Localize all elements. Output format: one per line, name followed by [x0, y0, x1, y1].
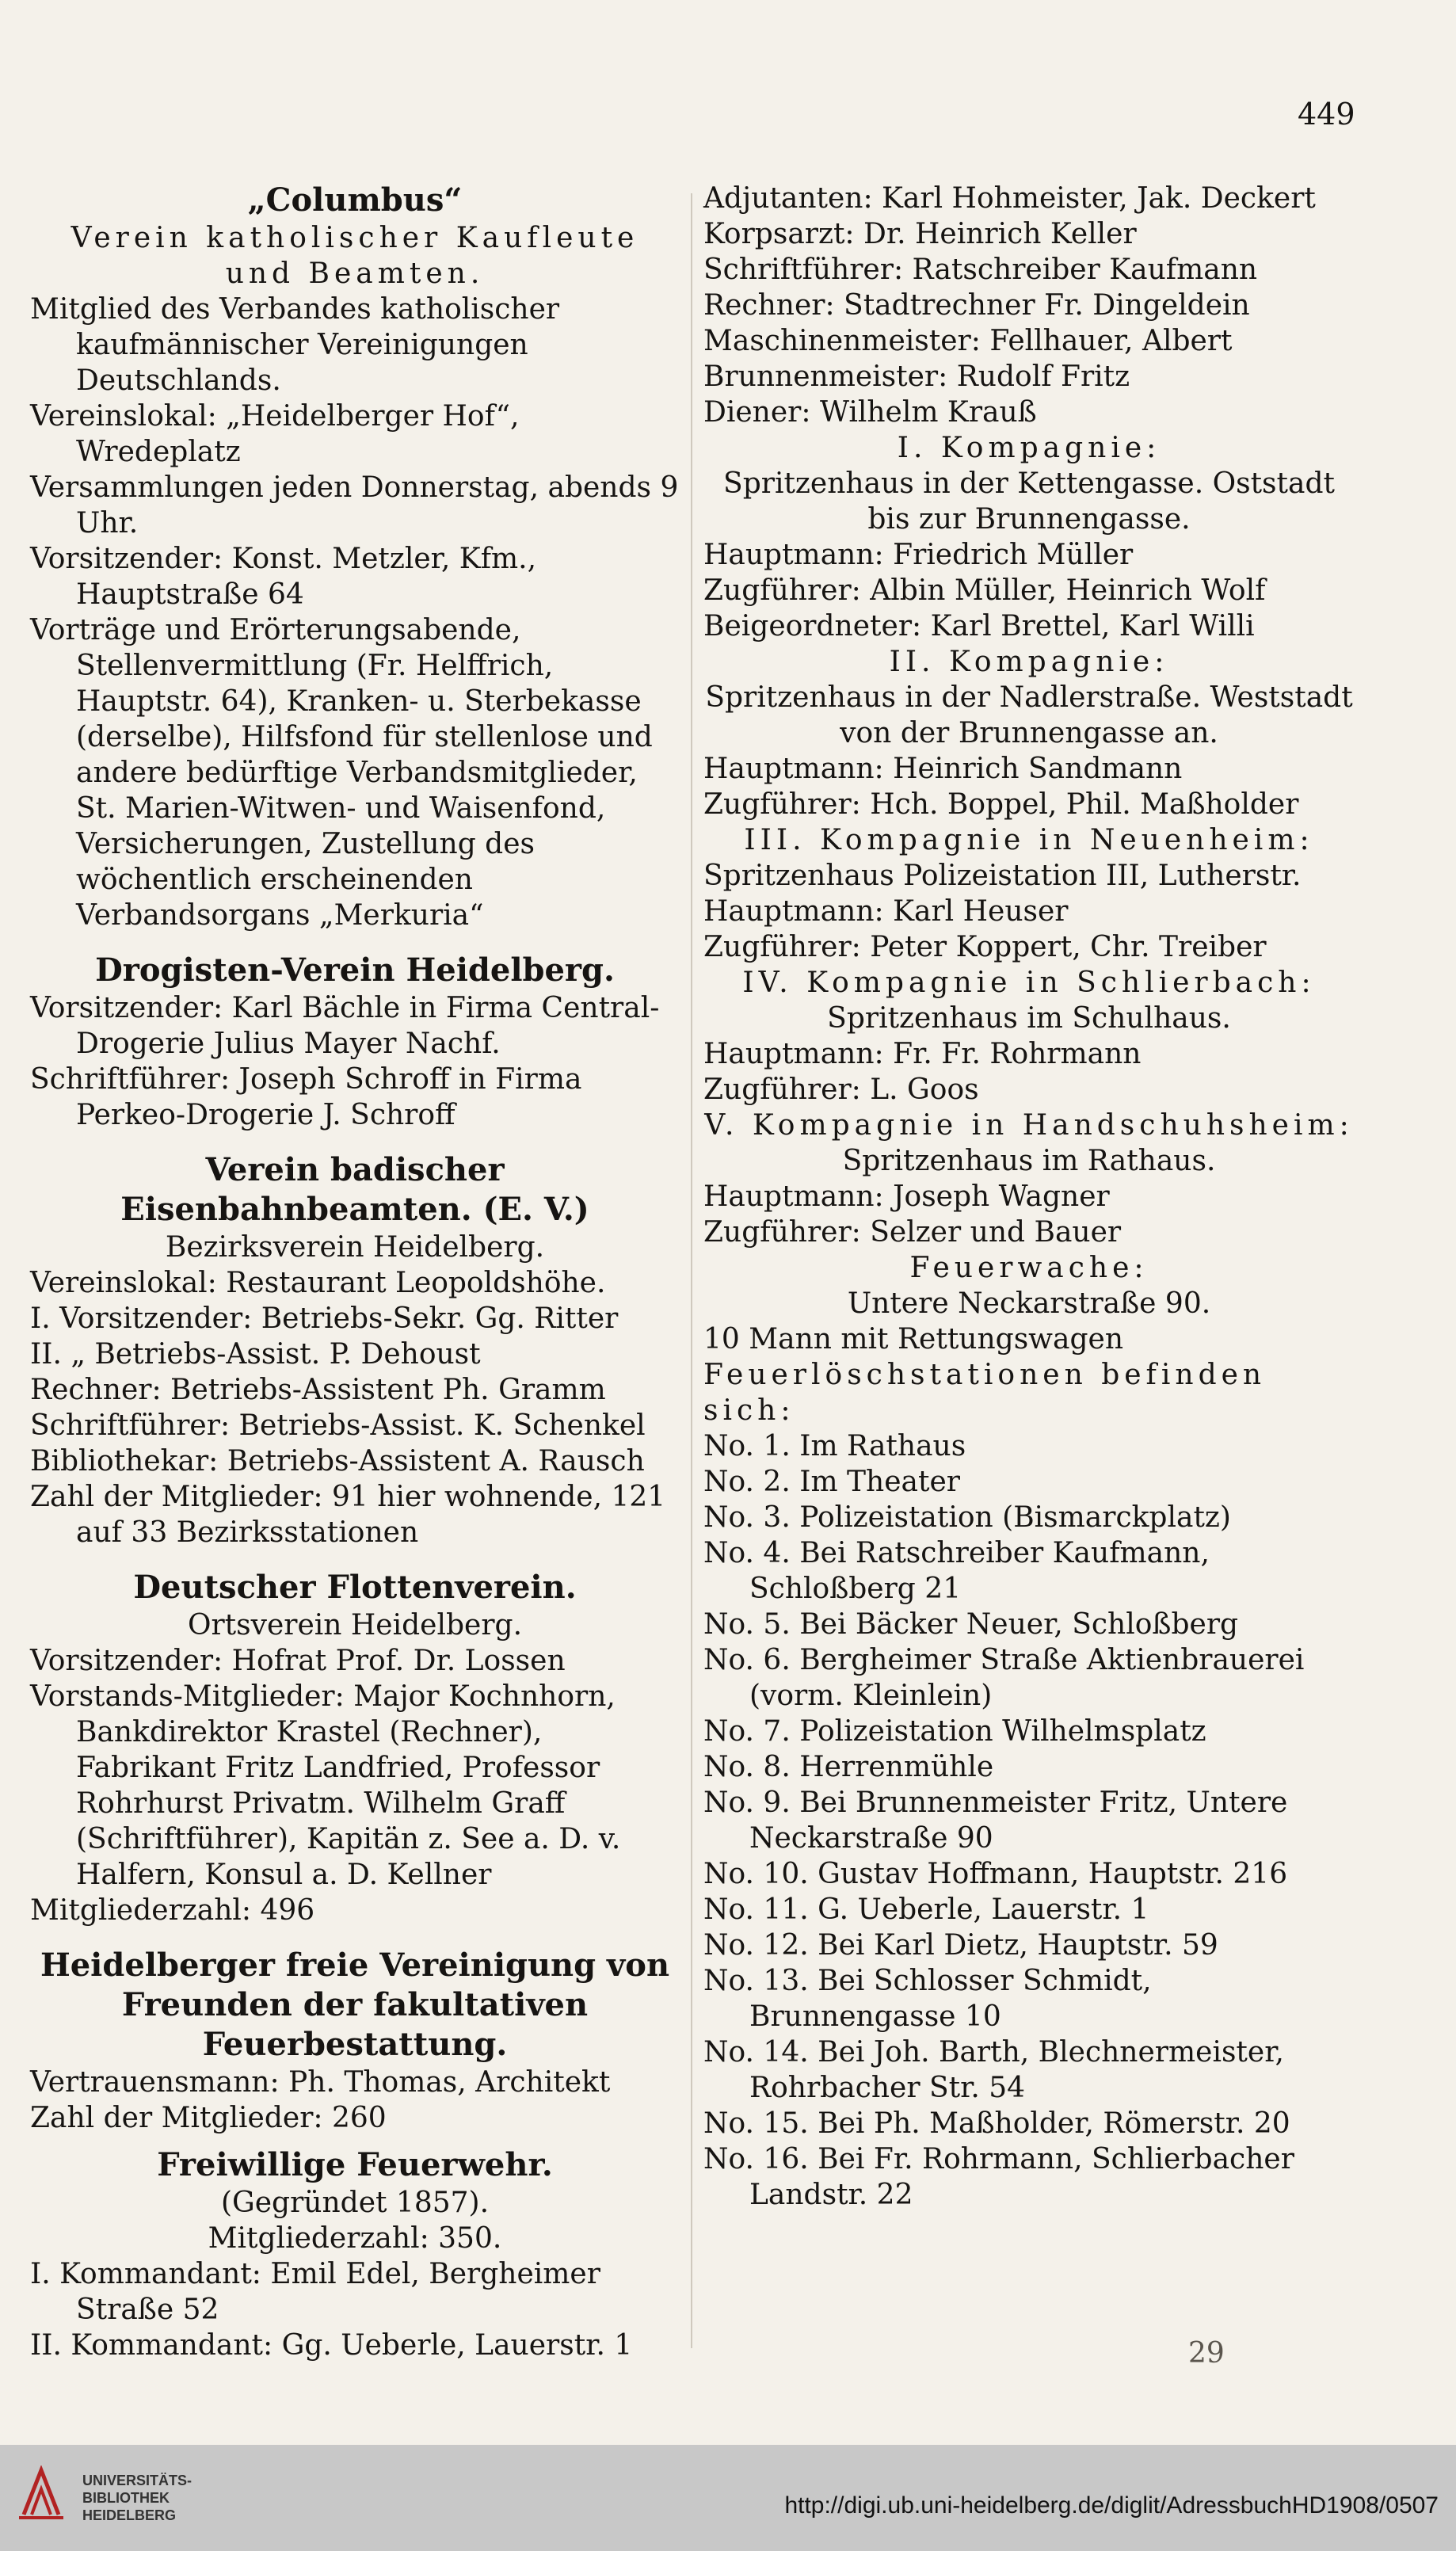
section-title: Drogisten-Verein Heidelberg.	[95, 951, 615, 989]
spacer	[30, 933, 680, 951]
text-line: No. 5. Bei Bäcker Neuer, Schloßberg	[703, 1608, 1239, 1641]
text-line: Bibliothekar: Betriebs-Assistent A. Rausch	[30, 1445, 645, 1478]
text-line: No. 14. Bei Joh. Barth, Blechnermeister, Rohrbacher Str. 54	[703, 2036, 1284, 2104]
text-line: Untere Neckarstraße 90.	[847, 1287, 1211, 1320]
university-logo-icon	[17, 2465, 65, 2521]
text-line: IV. Kompagnie in Schlierbach:	[742, 967, 1316, 999]
text-line: Schriftführer: Betriebs-Assist. K. Schenkel	[30, 1409, 646, 1442]
text-line: No. 12. Bei Karl Dietz, Hauptstr. 59	[703, 1929, 1218, 1962]
text-line: III. Kompagnie in Neuenheim:	[744, 824, 1314, 856]
text-line: Hauptmann: Fr. Fr. Rohrmann	[703, 1038, 1142, 1070]
logo-line: UNIVERSITÄTS-	[82, 2473, 192, 2488]
text-line: Vorträge und Erörterungsabende, Stellenvermittlung (Fr. Helffrich, Hauptstr. 64), Kranken- u. Sterbekasse (derselbe), Hilfsfond für stellenlose und andere bedürftige Verbandsmitglieder, St. Marien-Witwen- und Waisenfond, Versicherungen, Zustellung des wöchentlich erscheinenden Verbandsorgans „Merkuria“	[30, 614, 653, 932]
page-number: 449	[1298, 97, 1355, 132]
text-line: I. Kommandant: Emil Edel, Bergheimer Straße 52	[30, 2258, 600, 2326]
text-line: No. 8. Herrenmühle	[703, 1751, 994, 1783]
text-line: Mitglied des Verbandes katholischer kaufmännischer Vereinigungen Deutschlands.	[30, 293, 560, 397]
text-line: Spritzenhaus in der Kettengasse. Oststadt bis zur Brunnengasse.	[723, 467, 1335, 536]
text-line: Vereinslokal: Restaurant Leopoldshöhe.	[30, 1267, 606, 1299]
text-line: No. 11. G. Ueberle, Lauerstr. 1	[703, 1893, 1149, 1926]
text-line: Zahl der Mitglieder: 91 hier wohnende, 121 auf 33 Bezirksstationen	[30, 1481, 666, 1549]
text-line: Adjutanten: Karl Hohmeister, Jak. Deckert	[703, 182, 1316, 215]
signature-mark: 29	[1188, 2337, 1225, 2370]
text-line: Verein katholischer Kaufleute und Beamten.	[71, 222, 639, 290]
text-line: No. 16. Bei Fr. Rohrmann, Schlierbacher Landstr. 22	[703, 2143, 1294, 2211]
text-line: II. Kompagnie:	[889, 646, 1169, 678]
text-line: Spritzenhaus im Schulhaus.	[827, 1002, 1231, 1035]
library-logo-text	[82, 2472, 192, 2524]
right-column	[703, 181, 1355, 2213]
text-line: V. Kompagnie in Handschuhsheim:	[704, 1109, 1354, 1142]
text-line: Rechner: Stadtrechner Fr. Dingeldein	[703, 289, 1250, 322]
text-line: Hauptmann: Friedrich Müller	[703, 539, 1134, 571]
text-line: No. 3. Polizeistation (Bismarckplatz)	[703, 1501, 1231, 1534]
text-line: (Gegründet 1857).	[220, 2187, 490, 2219]
text-line: Zugführer: Hch. Boppel, Phil. Maßholder	[703, 788, 1299, 821]
text-line: Versammlungen jeden Donnerstag, abends 9 Uhr.	[30, 471, 679, 540]
text-line: No. 6. Bergheimer Straße Aktienbrauerei (vorm. Kleinlein)	[703, 1644, 1305, 1712]
text-line: Hauptmann: Heinrich Sandmann	[703, 753, 1183, 785]
text-line: Schriftführer: Ratschreiber Kaufmann	[703, 254, 1258, 286]
text-line: II. Kommandant: Gg. Ueberle, Lauerstr. 1	[30, 2329, 633, 2362]
text-line: Feuerwache:	[909, 1252, 1149, 1284]
spacer	[30, 1133, 680, 1150]
text-line: Mitgliederzahl: 496	[30, 1894, 315, 1927]
text-line: No. 15. Bei Ph. Maßholder, Römerstr. 20	[703, 2107, 1290, 2140]
text-line: II. „ Betriebs-Assist. P. Dehoust	[30, 1338, 481, 1371]
text-line: Feuerlöschstationen befinden sich:	[703, 1359, 1267, 1427]
text-line: 10 Mann mit Rettungswagen	[703, 1323, 1123, 1356]
text-line: No. 4. Bei Ratschreiber Kaufmann, Schloßberg 21	[703, 1537, 1210, 1605]
text-line: Vorsitzender: Konst. Metzler, Kfm., Hauptstraße 64	[30, 543, 537, 611]
text-line: Vorsitzender: Hofrat Prof. Dr. Lossen	[30, 1645, 566, 1677]
text-line: Hauptmann: Karl Heuser	[703, 895, 1069, 928]
text-line: Vorstands-Mitglieder: Major Kochnhorn, Bankdirektor Krastel (Rechner), Fabrikant Fritz Landfried, Professor Rohrhurst Privatm. Wilhelm Graff (Schriftführer), Kapitän z. See a. D. v. Halfern, Konsul a. D. Kellner	[30, 1680, 621, 1891]
text-line: No. 10. Gustav Hoffmann, Hauptstr. 216	[703, 1858, 1288, 1890]
footer-bar	[0, 2445, 1456, 2551]
section-title: Heidelberger freie Vereinigung von Freunden der fakultativen Feuerbestattung.	[40, 1947, 670, 2063]
text-line: Ortsverein Heidelberg.	[187, 1609, 523, 1642]
text-line: Korpsarzt: Dr. Heinrich Keller	[703, 218, 1137, 250]
text-line: Zugführer: Albin Müller, Heinrich Wolf	[703, 574, 1266, 607]
text-line: Zugführer: Peter Koppert, Chr. Treiber	[703, 931, 1267, 963]
left-column	[30, 181, 680, 2363]
text-line: Vereinslokal: „Heidelberger Hof“, Wredeplatz	[30, 400, 520, 468]
text-line: No. 7. Polizeistation Wilhelmsplatz	[703, 1715, 1206, 1748]
text-line: Zugführer: Selzer und Bauer	[703, 1216, 1122, 1249]
text-line: Spritzenhaus im Rathaus.	[842, 1145, 1216, 1177]
section-title: „Columbus“	[247, 181, 463, 219]
source-url[interactable]: http://digi.ub.uni-heidelberg.de/diglit/AdressbuchHD1908/0507	[784, 2492, 1439, 2519]
text-line: Spritzenhaus Polizeistation III, Lutherstr.	[703, 860, 1302, 892]
text-line: No. 9. Bei Brunnenmeister Fritz, Untere Neckarstraße 90	[703, 1786, 1288, 1855]
section-title: Deutscher Flottenverein.	[133, 1569, 577, 1606]
text-line: Vertrauensmann: Ph. Thomas, Architekt	[30, 2066, 611, 2099]
text-line: Hauptmann: Joseph Wagner	[703, 1180, 1110, 1213]
column-divider	[691, 193, 692, 2348]
text-line: Maschinenmeister: Fellhauer, Albert	[703, 325, 1233, 357]
text-line: Schriftführer: Joseph Schroff in Firma Perkeo-Drogerie J. Schroff	[30, 1063, 582, 1131]
text-line: No. 2. Im Theater	[703, 1466, 960, 1498]
text-line: Diener: Wilhelm Krauß	[703, 396, 1037, 429]
text-line: Spritzenhaus in der Nadlerstraße. Weststadt von der Brunnengasse an.	[705, 681, 1353, 749]
text-line: Beigeordneter: Karl Brettel, Karl Willi	[703, 610, 1255, 643]
text-line: Rechner: Betriebs-Assistent Ph. Gramm	[30, 1374, 606, 1406]
text-line: Mitgliederzahl: 350.	[208, 2222, 502, 2255]
section-title: Freiwillige Feuerwehr.	[157, 2146, 553, 2183]
text-line: Vorsitzender: Karl Bächle in Firma Central-Drogerie Julius Mayer Nachf.	[30, 992, 660, 1060]
text-line: Brunnenmeister: Rudolf Fritz	[703, 360, 1130, 393]
text-line: No. 1. Im Rathaus	[703, 1430, 966, 1462]
text-line: No. 13. Bei Schlosser Schmidt, Brunnengasse 10	[703, 1965, 1152, 2033]
section-title: Verein badischer Eisenbahnbeamten. (E. V.)	[120, 1151, 589, 1228]
text-line: Bezirksverein Heidelberg.	[165, 1231, 545, 1264]
text-line: Zugführer: L. Goos	[703, 1073, 979, 1106]
text-line: Zahl der Mitglieder: 260	[30, 2102, 387, 2134]
spacer	[30, 1928, 680, 1946]
spacer	[30, 2136, 680, 2145]
text-line: I. Kompagnie:	[897, 432, 1161, 464]
logo-line: BIBLIOTHEK	[82, 2490, 170, 2506]
spacer	[30, 1550, 680, 1568]
text-line: I. Vorsitzender: Betriebs-Sekr. Gg. Ritter	[30, 1302, 619, 1335]
logo-line: HEIDELBERG	[82, 2507, 177, 2523]
